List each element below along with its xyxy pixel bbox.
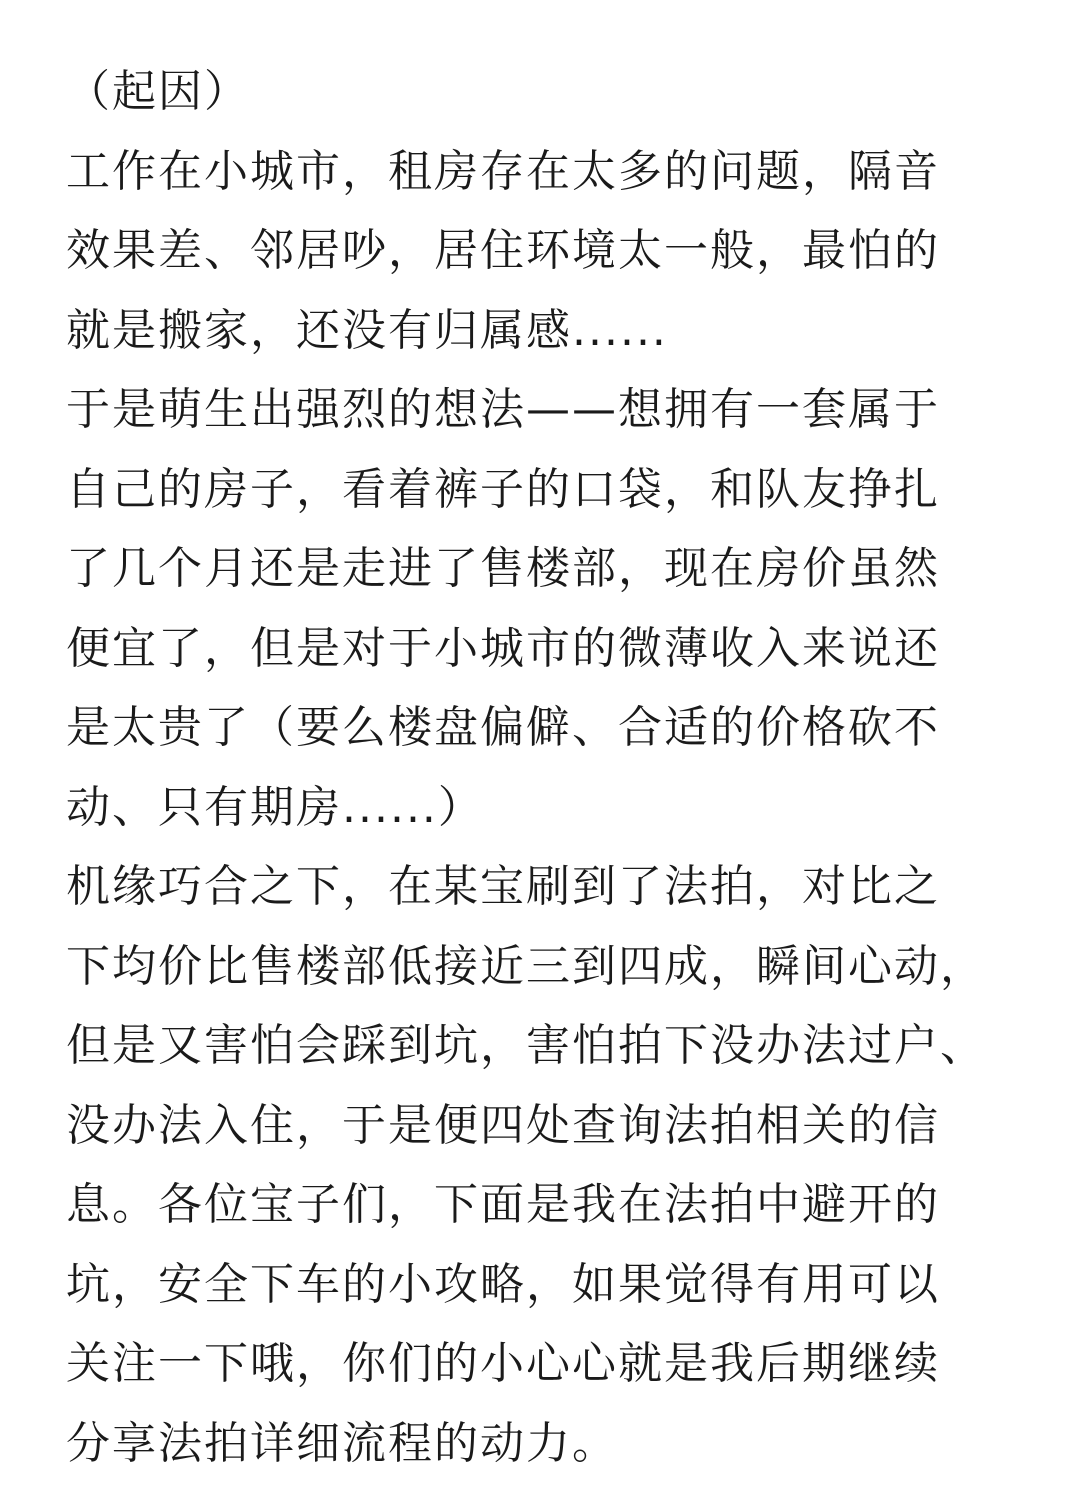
text-line: 是太贵了（要么楼盘偏僻、合适的价格砍不 — [66, 702, 940, 753]
text-line: 没办法入住，于是便四处查询法拍相关的信 — [66, 1099, 940, 1151]
text-line: 效果差、邻居吵，居住环境太一般，最怕的 — [66, 225, 940, 276]
text-line: 分享法拍详细流程的动力。 — [66, 1417, 618, 1469]
text-line: 坑，安全下车的小攻略，如果觉得有用可以 — [66, 1258, 940, 1310]
text-line: 自己的房子，看着裤子的口袋，和队友挣扎 — [66, 463, 940, 515]
text-line: 机缘巧合之下，在某宝刷到了法拍，对比之 — [66, 861, 940, 912]
text-line: 了几个月还是走进了售楼部，现在房价虽然 — [66, 543, 940, 594]
text-line: 工作在小城市，租房存在太多的问题，隔音 — [66, 145, 940, 197]
text-line-heading: （起因） — [66, 66, 250, 117]
text-line: 就是搬家，还没有归属感...... — [66, 304, 668, 356]
text-line: 便宜了，但是对于小城市的微薄收入来说还 — [66, 622, 940, 674]
text-line: 于是萌生出强烈的想法——想拥有一套属于 — [66, 384, 940, 435]
article-body — [66, 52, 1026, 1483]
text-line: 但是又害怕会踩到坑，害怕拍下没办法过户、 — [66, 1020, 986, 1071]
text-line: 息。各位宝子们，下面是我在法拍中避开的 — [66, 1179, 940, 1230]
text-line: 下均价比售楼部低接近三到四成，瞬间心动， — [66, 940, 986, 992]
text-line: 动、只有期房......） — [66, 781, 484, 833]
text-line: 关注一下哦，你们的小心心就是我后期继续 — [66, 1338, 940, 1389]
